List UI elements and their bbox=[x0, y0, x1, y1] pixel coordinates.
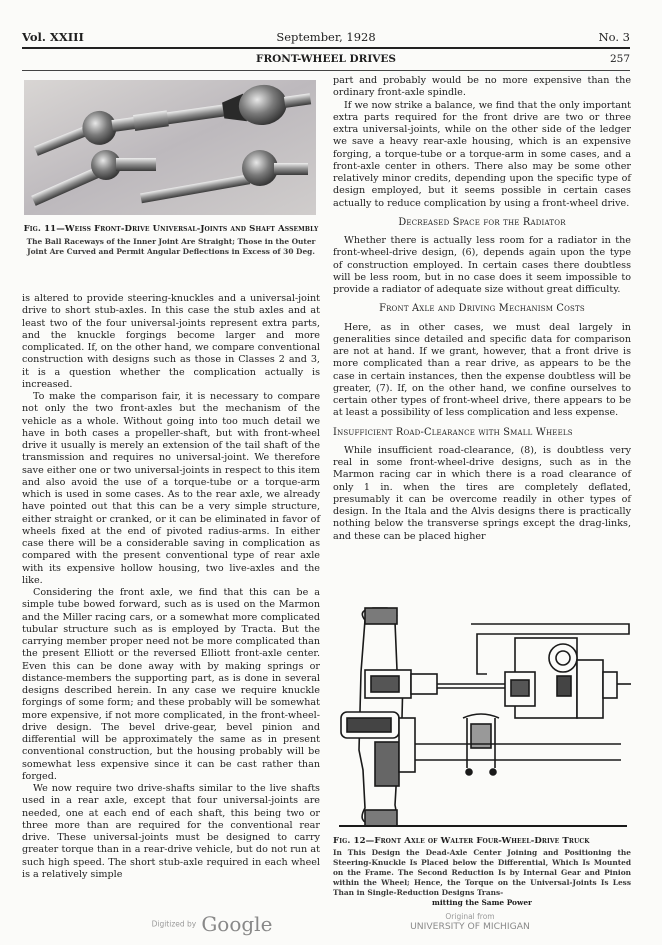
running-header bbox=[22, 30, 630, 44]
paragraph: We now require two drive-shafts similar to the live shafts used in a rear axle, except that four universal-joints are needed, one at each end of each shaft, this being two or three more than are required for the conventional rear drive. These universal-joints must be designed to carry greater torque than in a rear-drive vehicle, but do not run at such high speed. The short stub-axle required in each wheel is a relatively simple bbox=[22, 783, 320, 880]
article-title: FRONT-WHEEL DRIVES bbox=[255, 53, 397, 65]
article-header bbox=[22, 53, 630, 67]
university-of-michigan-watermark bbox=[395, 912, 545, 932]
figure-12-caption-text: In This Design the Dead-Axle Center Joining and Positioning the Steering-Knuckle Is Placed below the Differential, Which Is Mounted on the Frame. The Second Reduction Is by Internal Gear and Pinion within the Wheel; Hence, the Torque on the Universal-Joints Is Less Than in Single-Reduction Designs Trans- bbox=[333, 848, 631, 897]
paragraph: While insufficient road-clearance, (8), is doubtless very real in some front-wheel-drive designs, such as in the Marmon racing car in which there is a road clearance of only 1 in. when the tires are completely deflated, presumably it can be overcome readily in other types of design. In the Itala and the Alvis designs there is practically nothing below the transverse springs except the drag-links, and these can be placed higher bbox=[333, 444, 631, 542]
front-axle-drawing-icon bbox=[335, 600, 631, 832]
paragraph: To make the comparison fair, it is necessary to compare not only the two front-axles but the mechanism of the vehicle as a whole. Without going into too much detail we have in both cases a propeller-shaft, but with front-wheel drive it usually is merely an extension of the tail shaft of the transmission and requires no universal-joint. We therefore save either one or two universal-joints in respect to this item and also avoid the use of a torque-tube or a torque-arm which is used in some cases. As to the rear axle, we already have pointed out that this can be a very simple structure, either straight or cranked, or it can be eliminated in favor of wheels fixed at the end of pivoted radius-arms. In either case there will be a considerable saving in complication as compared with the present conventional type of rear axle with its expensive hollow housing, two live-axles and the like. bbox=[22, 391, 320, 586]
paragraph: Here, as in other cases, we must deal largely in generalities since detailed and specific data for comparison are not at hand. If we grant, however, that a front drive is more complicated than a rear drive, as appears to be the case in certain instances, then the expense doubtless will be greater, (7). If, on the other hand, we confine ourselves to certain other types of front-wheel drive, there appears to be at least a possibility of less complication and less expense. bbox=[333, 321, 631, 419]
paragraph: part and probably would be no more expensive than the ordinary front-axle spindle. bbox=[333, 75, 631, 99]
figure-12-title: Fig. 12—Front Axle of Walter Four-Wheel-Drive Truck bbox=[333, 836, 590, 846]
paragraph: is altered to provide steering-knuckles and a universal-joint drive to short stub-axles. In this case the stub axles and at least two of the four universal-joints represent extra parts, and the knuckle forgings become larger and more complicated. If, on the other hand, we compare conventional construction with designs such as those in Classes 2 and 3, it is a question whether the complication actually is increased. bbox=[22, 293, 320, 390]
figure-11-caption bbox=[22, 224, 320, 257]
figure-12-caption-end: mitting the Same Power bbox=[432, 898, 532, 907]
header-rule-thin bbox=[22, 70, 630, 71]
volume-label: Vol. XXIII bbox=[22, 30, 84, 44]
issue-number: No. 3 bbox=[598, 30, 630, 44]
section-heading-road-clearance: Insufficient Road-Clearance with Small Wheels bbox=[333, 426, 573, 438]
paragraph: Considering the front axle, we find that this can be a simple tube bowed forward, such as is used on the Marmon and the Miller racing cars, or a somewhat more complicated tubular structure such as is employed by Tracta. But the carrying member proper need not be more complicated than the present Elliott or the reversed Elliott front-axle center. Even this can be done away with by making springs or distance-members the supporting part, as is done in several designs described herein. In any case we require knuckle forgings of some form; and these probably will be somewhat more expensive, if not more complicated, in the front-wheel-drive design. The bevel drive-gear, bevel pinion and differential will be approximately the same as in present conventional construction, but the housing probably will be somewhat less expensive since it can be cast rather than forged. bbox=[22, 587, 320, 782]
university-name: UNIVERSITY OF MICHIGAN bbox=[410, 921, 530, 932]
section-heading-radiator: Decreased Space for the Radiator bbox=[398, 216, 566, 228]
issue-date: September, 1928 bbox=[276, 30, 376, 44]
paragraph: Whether there is actually less room for a radiator in the front-wheel-drive design, (6), depends again upon the type of construction employed. In certain cases there doubtless will be less room, but in no case does it seem impossible to provide a radiator of adequate size without great difficulty. bbox=[333, 235, 631, 295]
digitized-prefix: Digitized by bbox=[151, 919, 197, 929]
figure-12-caption bbox=[333, 836, 631, 908]
paragraph: If we now strike a balance, we find that the only important extra parts required for the front drive are two or three extra universal-joints, while on the other side of the ledger we save a heavy rear-axle housing, which is an expensive forging, a torque-tube or a torque-arm in some cases, and a front-axle center in others. There also may be some other relatively minor credits, depending upon the specific type of design employed, but it seems possible in certain cases actually to reduce complication by using a front-wheel drive. bbox=[333, 99, 631, 209]
figure-12-drawing bbox=[335, 600, 631, 832]
digitized-by-google-watermark bbox=[137, 912, 287, 938]
figure-11-title: Fig. 11—Weiss Front-Drive Universal-Joints and Shaft Assembly bbox=[23, 224, 319, 234]
figure-11-photo bbox=[24, 80, 316, 215]
figure-11-caption-text: The Ball Raceways of the Inner Joint Are Straight; Those in the Outer Joint Are Curved and Permit Angular Deflections in Excess of 30 Deg. bbox=[26, 237, 316, 256]
right-column-text bbox=[333, 75, 631, 543]
universal-joints-photo-icon bbox=[24, 80, 316, 215]
header-rule bbox=[22, 47, 630, 49]
section-heading-costs: Front Axle and Driving Mechanism Costs bbox=[379, 303, 585, 315]
google-logo: Google bbox=[201, 912, 273, 936]
page-number: 257 bbox=[609, 53, 630, 65]
original-from-label: Original from bbox=[445, 912, 495, 921]
left-column-text bbox=[22, 293, 320, 881]
